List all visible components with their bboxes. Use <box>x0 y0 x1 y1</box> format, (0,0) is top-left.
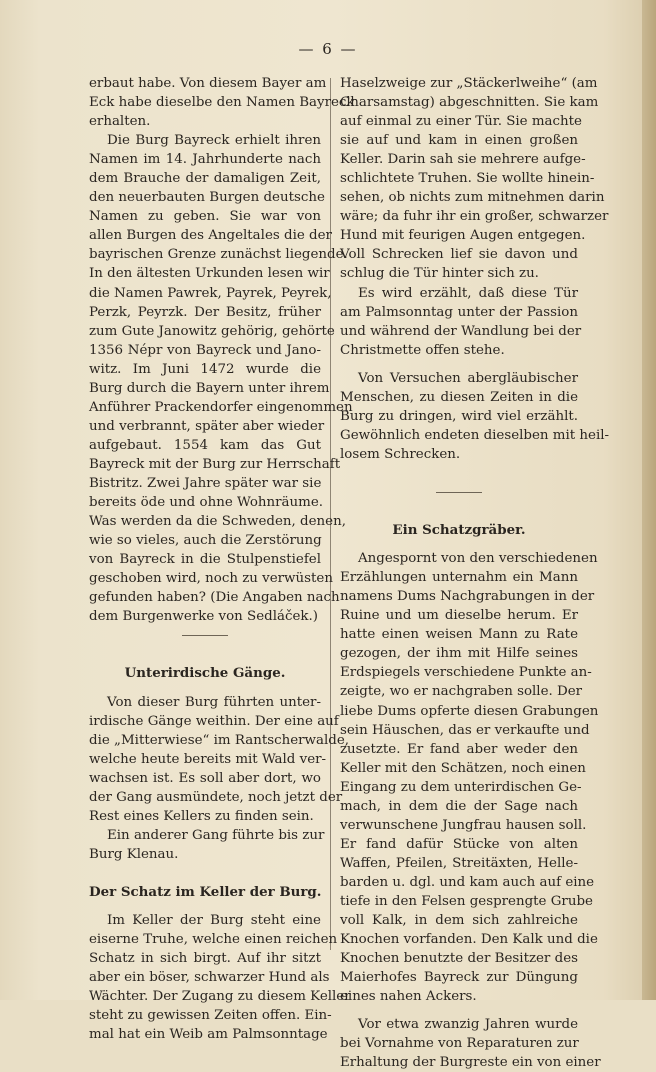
text-line: Perzk, Peyrzk. Der Besitz, früher <box>89 304 321 320</box>
text-line: Charsamstag) abgeschnitten. Sie kam <box>340 95 599 111</box>
spacer <box>89 902 321 911</box>
paragraph-last-line: dem Burgenwerke von Sedláček.) <box>89 609 318 625</box>
text-line: der Gang ausmündete, noch jetzt der <box>89 789 343 805</box>
text-line: Haselzweige zur „Stäckerlweihe“ (am <box>340 76 598 91</box>
text-line: gezogen, der ihm mit Hilfe seines <box>340 646 578 662</box>
paragraph-first-line: Im Keller der Burg steht eine <box>107 913 321 929</box>
section-divider-row <box>89 626 321 645</box>
text-line: liebe Dums opferte diesen Grabungen <box>340 703 599 719</box>
text-line: welche heute bereits mit Wald ver- <box>89 751 327 767</box>
paragraph-first-line: Von dieser Burg führten unter- <box>107 694 321 710</box>
text-line: allen Burgen des Angeltales die der <box>89 228 332 244</box>
text-line: Burg durch die Bayern unter ihrem <box>89 380 330 396</box>
section-heading: Ein Schatzgräber. <box>392 522 526 539</box>
text-line: Bistritz. Zwei Jahre später war sie <box>89 475 322 491</box>
text-line: Waffen, Pfeilen, Streitäxten, Helle- <box>340 855 578 871</box>
text-line: Eck habe dieselbe den Namen Bayreck <box>89 95 355 111</box>
text-line: den neuerbauten Burgen deutsche <box>89 190 325 206</box>
paragraph-last-line: losem Schrecken. <box>340 446 461 462</box>
text-line: irdische Gänge weithin. Der eine auf <box>89 713 339 729</box>
left-column <box>89 74 355 1044</box>
text-line: Gewöhnlich endeten dieselben mit heil- <box>340 427 610 443</box>
paragraph-last-line: Christmette offen stehe. <box>340 342 505 358</box>
spacer <box>340 540 578 549</box>
text-line: Hund mit feurigen Augen entgegen. <box>340 228 586 244</box>
text-line: Wächter. Der Zugang zu diesem Keller <box>89 989 351 1005</box>
text-line: mal hat ein Weib am Palmsonntage <box>89 1027 328 1043</box>
paragraph-last-line: Rest eines Kellers zu finden sein. <box>89 808 314 824</box>
text-line: verwunschene Jungfrau hausen soll. <box>340 817 587 833</box>
text-line: hatte einen weisen Mann zu Rate <box>340 627 578 643</box>
text-line: zeigte, wo er nachgraben solle. Der <box>340 684 583 700</box>
text-line: Eingang zu dem unterirdischen Ge- <box>340 779 582 795</box>
text-line: und während der Wandlung bei der <box>340 323 582 339</box>
text-line: Ruine und um dieselbe herum. Er <box>340 608 578 624</box>
text-line: Er fand dafür Stücke von alten <box>340 836 578 852</box>
text-line: Erdspiegels verschiedene Punkte an- <box>340 665 592 681</box>
text-line: auf einmal zu einer Tür. Sie machte <box>340 114 582 130</box>
text-line: gefunden haben? (Die Angaben nach <box>89 590 340 606</box>
text-line: Bayreck mit der Burg zur Herrschaft <box>89 456 341 472</box>
text-line: sein Häuschen, das er verkaufte und <box>340 722 590 738</box>
text-line: voll Kalk, in dem sich zahlreiche <box>340 913 578 929</box>
text-line: wachsen ist. Es soll aber dort, wo <box>89 770 321 786</box>
text-line: barden u. dgl. und kam auch auf eine <box>340 874 595 890</box>
text-line: die „Mitterwiese“ im Rantscherwalde, <box>89 732 350 748</box>
text-line: zusetzte. Er fand aber weder den <box>340 741 578 757</box>
text-line: bei Vornahme von Reparaturen zur <box>340 1036 579 1052</box>
section-divider <box>182 635 228 636</box>
text-line: bayrischen Grenze zunächst liegende. <box>89 247 348 263</box>
text-line: In den ältesten Urkunden lesen wir <box>89 266 330 282</box>
spacer <box>89 684 321 693</box>
text-line: Knochen vorfanden. Den Kalk und die <box>340 932 598 948</box>
text-line: Knochen benutzte der Besitzer des <box>340 951 578 967</box>
text-line: wie so vieles, auch die Zerstörung <box>89 533 322 549</box>
paragraph-first-line: Die Burg Bayreck erhielt ihren <box>107 133 321 149</box>
paragraph-last-line: schlug die Tür hinter sich zu. <box>340 266 539 282</box>
paragraph-first-line: Ein anderer Gang führte bis zur <box>107 827 325 843</box>
paragraph-first-line: Vor etwa zwanzig Jahren wurde <box>358 1017 578 1033</box>
paragraph-last-line: eines nahen Ackers. <box>340 989 477 1005</box>
text-line: dem Brauche der damaligen Zeit, <box>89 171 321 187</box>
text-line: Maierhofes Bayreck zur Düngung <box>340 970 578 986</box>
text-line: Namen zu geben. Sie war von <box>89 209 321 225</box>
text-line: am Palmsonntag unter der Passion <box>340 304 578 320</box>
text-line: sehen, ob nichts zum mitnehmen darin <box>340 190 605 206</box>
text-line: erbaut habe. Von diesem Bayer am <box>89 76 327 91</box>
text-line: Erzählungen unternahm ein Mann <box>340 570 578 586</box>
spacer <box>340 464 578 483</box>
text-line: eiserne Truhe, welche einen reichen <box>89 932 338 948</box>
text-line: von Bayreck in die Stulpenstiefel <box>89 552 321 568</box>
text-line: zum Gute Janowitz gehörig, gehörte <box>89 323 335 339</box>
text-line: Keller mit den Schätzen, noch einen <box>340 760 586 776</box>
text-line: die Namen Pawrek, Payrek, Peyrek, <box>89 285 332 301</box>
spacer <box>340 1006 578 1015</box>
text-line: Burg zu dringen, wird viel erzählt. <box>340 408 578 424</box>
text-line: schlichtete Truhen. Sie wollte hinein- <box>340 171 595 187</box>
text-line: Anführer Prackendorfer eingenommen <box>89 399 353 415</box>
text-line: witz. Im Juni 1472 wurde die <box>89 361 321 377</box>
text-line: Namen im 14. Jahrhunderte nach <box>89 152 321 168</box>
paragraph-first-line: Es wird erzählt, daß diese Tür <box>358 285 578 301</box>
text-line: aber ein böser, schwarzer Hund als <box>89 970 330 986</box>
section-divider-row <box>340 483 578 502</box>
text-line: bereits öde und ohne Wohnräume. <box>89 495 324 511</box>
section-divider <box>436 492 482 493</box>
text-line: aufgebaut. 1554 kam das Gut <box>89 437 321 453</box>
spacer <box>340 502 578 521</box>
text-line: geschoben wird, noch zu verwüsten <box>89 571 333 587</box>
right-column <box>340 74 610 1072</box>
text-line: Erhaltung der Burgreste ein von einer <box>340 1055 601 1071</box>
text-line: namens Dums Nachgrabungen in der <box>340 589 595 605</box>
text-line: tiefe in den Felsen gesprengte Grube <box>340 893 593 909</box>
text-line: Voll Schrecken lief sie davon und <box>340 247 578 263</box>
text-line: mach, in dem die der Sage nach <box>340 798 578 814</box>
paragraph-first-line: Von Versuchen abergläubischer <box>358 370 578 386</box>
text-line: Menschen, zu diesen Zeiten in die <box>340 389 578 405</box>
paragraph-first-line: Angespornt von den verschiedenen <box>358 551 598 567</box>
spacer <box>89 645 321 664</box>
text-line: sie auf und kam in einen großen <box>340 133 578 149</box>
section-heading: Unterirdische Gänge. <box>124 665 286 682</box>
page-edge <box>642 0 656 1000</box>
text-line: 1356 Népr von Bayreck und Jano- <box>89 342 321 358</box>
text-line: und verbrannt, später aber wieder <box>89 418 325 434</box>
text-line: steht zu gewissen Zeiten offen. Ein- <box>89 1008 332 1024</box>
spacer <box>89 864 321 883</box>
text-line: Schatz in sich birgt. Auf ihr sitzt <box>89 951 321 967</box>
paragraph-last-line: erhalten. <box>89 114 151 130</box>
text-line: Keller. Darin sah sie mehrere aufge- <box>340 152 586 168</box>
paragraph-last-line: Burg Klenau. <box>89 846 179 862</box>
text-line: wäre; da fuhr ihr ein großer, schwarzer <box>340 209 609 225</box>
text-line: Was werden da die Schweden, denen, <box>89 514 346 530</box>
section-heading: Der Schatz im Keller der Burg. <box>89 883 322 900</box>
page-number: — 6 — <box>298 40 358 58</box>
spacer <box>340 360 578 369</box>
